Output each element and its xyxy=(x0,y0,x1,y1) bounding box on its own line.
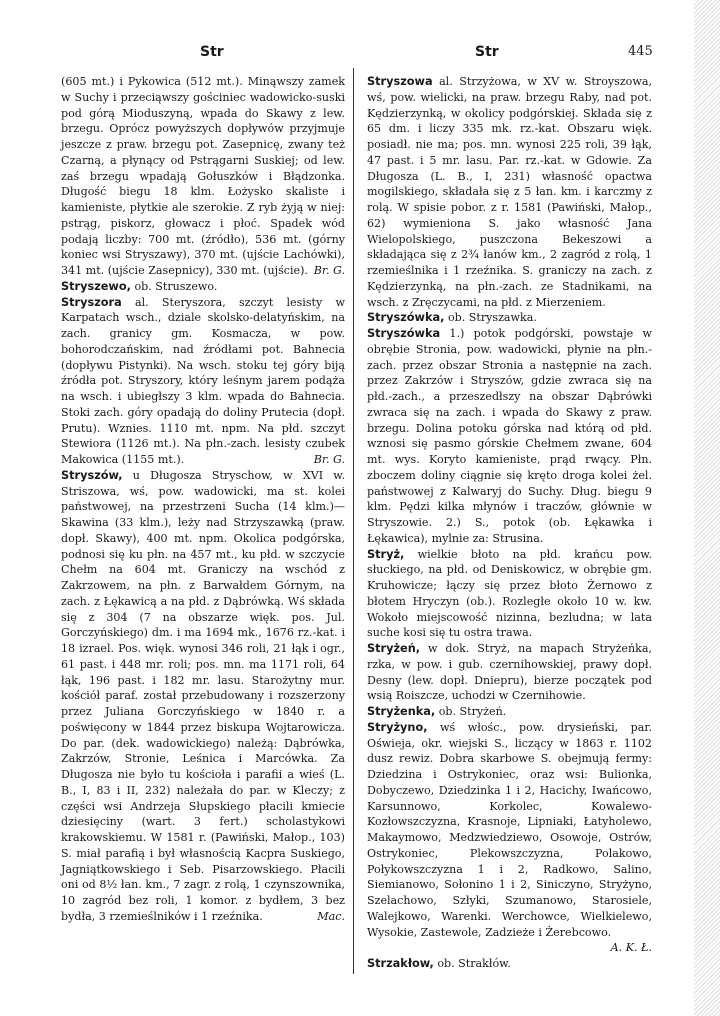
dictionary-entry xyxy=(367,74,652,310)
entry-text: al. Strzyżowa, w XV w. Stroyszowa, wś, pow. wielicki, na praw. brzegu Raby, nad pot. Kędzierzynką, w okolicy podgórskiej. Składa się z 65 dm. i liczy 335 mk. rz.-kat. Obszaru więk. posiadł. nie ma; pos. mn. wynosi 225 roli, 39 łąk, 47 past. i 5 mr. lasu. Par. rz.-kat. w Gdowie. Za Długosza (L. B., I, 231) własność opactwa mogilskiego, składała się z 5 łan. km. i karczmy z rolą. W spisie pobor. z r. 1581 (Pawiński, Małop., 62) wymieniona S. jako własność Jana Wielopolskiego, puszczona Bekeszowi a składająca się z 2¾ łanów km., 2 zagród z rolą, 1 rzemieślnika i 1 rzeźnika. S. graniczy na zach. z Kędzierzynką, na płn.-zach. ze Stadnikami, na wsch. z Zręczycami, na płd. z Mierzeniem. xyxy=(367,75,652,309)
entry-text: u Długosza Stryschow, w XVI w. Striszowa, wś, pow. wadowicki, ma st. kolei państwowej, na przestrzeni Sucha (14 klm.)—Skawina (33 klm.), leży nad Strzyszawką (praw. dopł. Skawy), 400 mt. npm. Okolica podgórska, podnosi się ku płn. na 457 mt., ku płd. w szczycie Chełm na 604 mt. Graniczy na wschód z Zakrzowem, na płn. z Barwałdem Górnym, na zach. z Łękawicą a na płd. z Dąbrówką. Wś składa się z 304 (7 na obszarze więk. pos. Jul. Gorczyńskiego) dm. i ma 1694 mk., 1676 rz.-kat. i 18 izrael. Pos. więk. wynosi 346 roli, 21 łąk i ogr., 61 past. i 448 mr. roli; pos. mn. ma 1171 roli, 64 łąk, 196 past. i 182 mr. lasu. Starożytny mur. kościół paraf. został przebudowany i rozszerzony przez Juliana Gorczyńskiego w 1840 r. a poświęcony w 1844 przez biskupa Wojtarowicza. Do par. (dek. wadowickiego) należą: Dąbrówka, Zakrzów, Stronie, Leśnica i Marcówka. Za Długosza nie było tu kościoła i parafii a wieś (L. B., I, 83 i II, 232) należała do par. w Kleczy; z części wsi Andrzeja Słupskiego płacili kmiecie dziesięciny (wart. 3 fert.) scholastykowi krakowskiemu. W 1581 r. (Pawiński, Małop., 103) S. miał parafią i był własnością Kacpra Suskiego, Jagniątkowskiego i Seb. Pisarzowskiego. Płacili oni od 8½ łan. km., 7 zagr. z rolą, 1 czynszownika, 10 zagród bez roli, 1 komor. z bydłem, 3 bez bydła, 3 rzemieślników i 1 rzeźnika. xyxy=(61,468,345,923)
entry-signature: Mac. xyxy=(317,909,345,923)
page-number: 445 xyxy=(628,44,653,59)
entry-text: ob. Strakłów. xyxy=(437,957,511,970)
running-head-right: Str xyxy=(475,44,499,60)
entry-text: al. Steryszora, szczyt lesisty w Karpatach wsch., dziale skolsko-delatyńskim, na zach. granicy gm. Kosmacza, w pow. bohorodczańskim, nad źródłami pot. Bahnecia (dopływu Pistynki). Na wsch. stoku tej góry biją źródła pot. Stryszory, który leśnym jarem podąża na wsch. i ubiegłszy 3 klm. wpada do Bahnecia. Stoki zach. góry opadają do doliny Prutecia (dopł. Prutu). Wznies. 1110 mt. npm. Na płd. szczyt Stewiora (1126 mt.). Na płn.-zach. lesisty czubek Makowica (1155 mt.). xyxy=(61,295,345,466)
entry-headword: Stryszewo, xyxy=(61,279,131,293)
running-head-left: Str xyxy=(200,44,224,60)
entry-text: ob. Stryżeń. xyxy=(438,705,507,718)
entry-headword: Stryszowa xyxy=(367,75,433,88)
dictionary-entry xyxy=(367,547,652,642)
entry-text: w dok. Stryż, na mapach Stryżeńka, rzka, w pow. i gub. czernihowskiej, prawy dopł. Desny (lew. dopł. Dniepru), bierze początek pod wsią Roiszcze, uchodzi w Czernihowie. xyxy=(367,642,652,703)
entry-headword: Strzakłow, xyxy=(367,957,434,970)
entry-text: (605 mt.) i Pykowica (512 mt.). Minąwszy zamek w Suchy i przeciąwszy gościniec wadowicko-suski pod górą Mioduszyną, wpada do Skawy z lew. brzegu. Oprócz powyższych dopływów przyjmuje jeszcze z praw. brzegu pot. Zasepnicę, zwany też Czarną, a płynący od Pstrągarni Suskiej; od lew. zaś brzegu wpadają Gołuszków i Błądzonka. Długość biegu 18 klm. Łożysko skaliste i kamieniste, płytkie ale szerokie. Z ryb żyją w niej: pstrąg, piskorz, głowacz i płoć. Spadek wód podają liczby: 700 mt. (źródło), 536 mt. (górny koniec wsi Stryszawy), 370 mt. (ujście Lachówki), 341 mt. (ujście Zasepnicy), 330 mt. (ujście). xyxy=(61,75,345,277)
dictionary-entry xyxy=(367,326,652,547)
dictionary-entry xyxy=(367,720,652,956)
dictionary-entry xyxy=(367,641,652,704)
dictionary-entry xyxy=(367,704,652,720)
dictionary-entry xyxy=(367,956,652,972)
dictionary-entry xyxy=(61,295,345,468)
right-column xyxy=(367,74,652,972)
entry-signature: Br. G. xyxy=(313,264,345,277)
dictionary-entry xyxy=(61,468,345,925)
dictionary-entry xyxy=(61,279,345,295)
left-column xyxy=(61,74,345,925)
entry-headword: Stryżeń, xyxy=(367,642,421,655)
dictionary-entry xyxy=(367,310,652,326)
entry-headword: Stryszówka, xyxy=(367,311,445,325)
entry-headword: Stryżyno, xyxy=(367,720,428,734)
entry-text: ob. Struszewo. xyxy=(134,279,218,293)
entry-signature: Br. G. xyxy=(313,453,345,466)
binding-edge xyxy=(694,0,720,1016)
entry-text: wś włośc., pow. drysieński, par. Oświeja, okr. wiejski S., liczący w 1863 r. 1102 dusz rewiz. Dobra skarbowe S. obejmują fermy: Dziedzina i Ostrykoniec, oraz wsi: Bulionka, Dobyczewo, Dziedzinka 1 i 2, Hacichy, Iwańcowo, Karsunnowo, Korkolec, Kowalewo-Kozłowszczyzna, Krasnoje, Lipniaki, Łatyholewo, Makaymowo, Medzwiedziewo, Osowoje, Ostrów, Ostrykoniec, Plekowszczyzna, Polakowo, Połykowszczyzna 1 i 2, Radkowo, Salino, Siemianowo, Sołonino 1 i 2, Siniczyno, Stryżyno, Szelachowo, Szłyki, Szumanowo, Starosiele, Walejkowo, Warenki. Werchowce, Wielkielewo, Wysokie, Zastewole, Zadzieże i Żerebcowo. xyxy=(367,720,652,939)
entry-headword: Stryszora xyxy=(61,295,122,309)
entry-headword: Stryszówka xyxy=(367,327,441,340)
entry-text: 1.) potok podgórski, powstaje w obrębie Stronia, pow. wadowicki, płynie na płn.-zach. przez obszar Stronia a następnie na zach. przez Zakrzów i Stryszów, gdzie zwraca się na płd.-zach., a przeszedłszy na obszar Dąbrówki zwraca się na zach. i wpada do Skawy z praw. brzegu. Dolina potoku górska nad którą od płd. wznosi się pasmo górskie Chełmem zwane, 604 mt. wys. Koryto kamieniste, prąd rwący. Płn. zboczem doliny ciągnie się kręto droga kolei żel. państwowej z Kalwaryj do Suchy. Dług. biegu 9 klm. Pędzi kilka młynów i traczów, głównie w Stryszowie. 2.) S., potok (ob. Łękawka i Łękawica), mylnie za: Strusina. xyxy=(367,327,653,545)
entry-headword: Stryż, xyxy=(367,547,405,561)
entry-signature: A. K. Ł. xyxy=(610,941,652,955)
dictionary-entry xyxy=(61,74,345,279)
entry-headword: Stryżenka, xyxy=(367,705,436,718)
entry-text: ob. Stryszawka. xyxy=(447,311,537,325)
entry-text: wielkie błoto na płd. krańcu pow. słuckiego, na płd. od Deniskowicz, w obrębie gm. Kruhowicze; łączy się przez błoto Żernowo z błotem Hryczyn (ob.). Rozległe około 10 w. kw. Wokoło miejscowość nizinna, bezludna; w lata suche kosi się tu ostra trawa. xyxy=(367,547,653,640)
column-divider xyxy=(353,68,354,974)
entry-headword: Stryszów, xyxy=(61,468,123,482)
